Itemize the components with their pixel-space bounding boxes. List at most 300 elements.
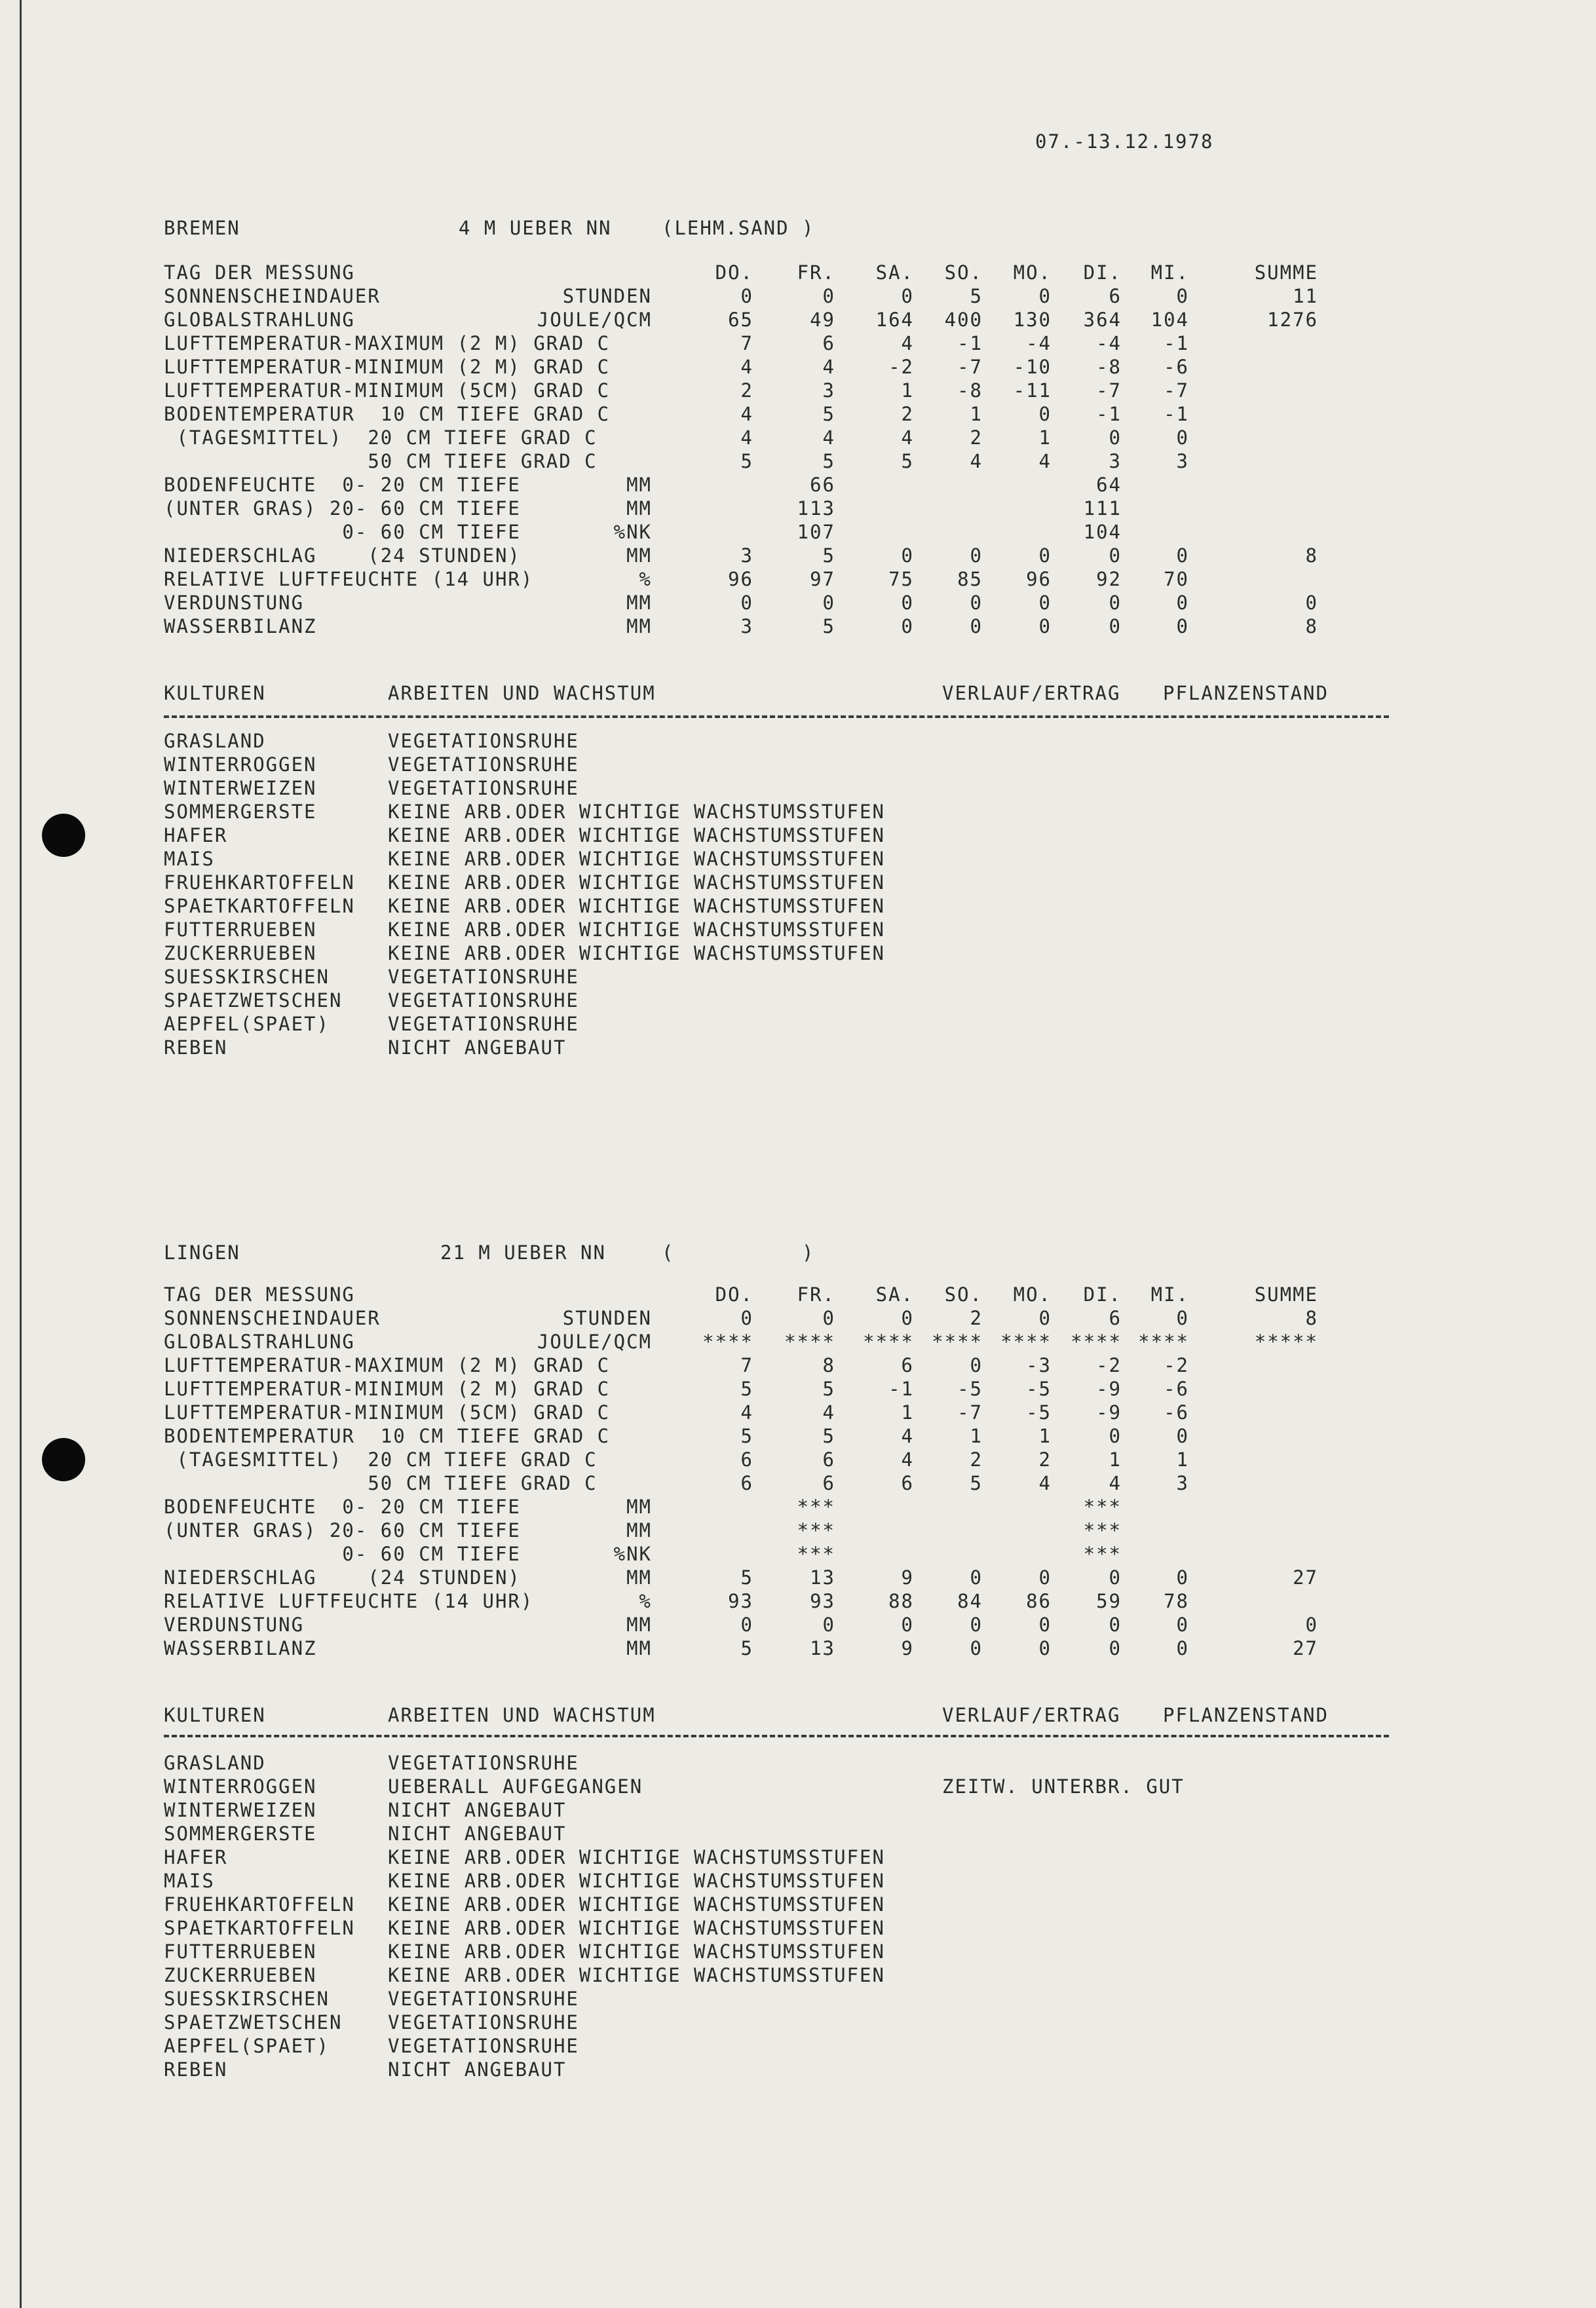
table-cell: 0 [901, 285, 914, 307]
measurement-unit: %NK [613, 1543, 652, 1565]
table-cell: 0 [1109, 544, 1122, 567]
crop-status: KEINE ARB.ODER WICHTIGE WACHSTUMSSTUFEN [388, 1893, 885, 1916]
crop-status: KEINE ARB.ODER WICHTIGE WACHSTUMSSTUFEN [388, 848, 885, 870]
punch-hole [42, 814, 85, 857]
table-cell: **** [702, 1331, 753, 1353]
table-cell: 3 [822, 379, 835, 402]
table-cell: -1 [1164, 332, 1189, 354]
table-cell: 86 [1026, 1590, 1052, 1612]
table-cell: 2 [970, 1448, 983, 1471]
table-cell: 5 [822, 403, 835, 425]
table-cell: 0 [1176, 1425, 1189, 1447]
day-header: DI. [1083, 1283, 1122, 1306]
crop-name: SOMMERGERSTE [164, 801, 317, 823]
crop-status: VEGETATIONSRUHE [388, 2011, 579, 2034]
table-cell: 4 [740, 403, 753, 425]
day-header: SO. [944, 261, 983, 284]
measurement-label: (UNTER GRAS) 20- 60 CM TIEFE [164, 1519, 521, 1542]
table-cell: -2 [1096, 1354, 1122, 1376]
table-cell: 85 [957, 568, 983, 590]
table-cell: **** [863, 1331, 914, 1353]
table-cell: -11 [1013, 379, 1052, 402]
table-cell: 4 [901, 1448, 914, 1471]
crop-name: FRUEHKARTOFFELN [164, 871, 355, 894]
measurement-unit: JOULE/QCM [537, 1331, 652, 1353]
table-cell: 92 [1096, 568, 1122, 590]
table-cell: 1 [901, 1401, 914, 1424]
table-cell: 0 [970, 1566, 983, 1589]
table-cell: 97 [810, 568, 835, 590]
table-cell: 4 [1038, 1472, 1052, 1494]
table-cell: *** [1083, 1496, 1122, 1518]
pflanzenstand-heading: PFLANZENSTAND [1163, 1704, 1329, 1726]
table-cell: 8 [822, 1354, 835, 1376]
table-cell: 4 [740, 426, 753, 449]
table-cell: 0 [1176, 592, 1189, 614]
table-cell: 7 [740, 1354, 753, 1376]
table-cell: 2 [901, 403, 914, 425]
table-cell: 1 [1109, 1448, 1122, 1471]
measurement-unit: MM [626, 615, 652, 637]
table-cell: 5 [740, 450, 753, 472]
station-elevation: 4 M UEBER NN [459, 217, 612, 239]
table-cell: 3 [1176, 1472, 1189, 1494]
crop-name: MAIS [164, 848, 215, 870]
measurement-label: 50 CM TIEFE GRAD C [164, 1472, 598, 1494]
crop-name: FRUEHKARTOFFELN [164, 1893, 355, 1916]
table-cell: 9 [901, 1566, 914, 1589]
table-cell: 5 [740, 1378, 753, 1400]
table-cell: -6 [1164, 356, 1189, 378]
table-cell: 107 [797, 521, 835, 543]
table-cell: 93 [728, 1590, 753, 1612]
table-cell: 0 [822, 285, 835, 307]
table-cell: 64 [1096, 474, 1122, 496]
punch-hole [42, 1438, 85, 1481]
table-cell: -1 [1096, 403, 1122, 425]
table-cell: 6 [822, 1472, 835, 1494]
arbeiten-heading: ARBEITEN UND WACHSTUM [388, 1704, 656, 1726]
measurement-label: BODENTEMPERATUR 10 CM TIEFE GRAD C [164, 1425, 611, 1447]
table-cell: -7 [1096, 379, 1122, 402]
day-header: DO. [715, 1283, 753, 1306]
table-cell: 6 [822, 1448, 835, 1471]
table-cell: 0 [1109, 592, 1122, 614]
table-cell: 84 [957, 1590, 983, 1612]
summe-header: SUMME [1254, 261, 1318, 284]
table-cell: 1 [901, 379, 914, 402]
crop-name: HAFER [164, 824, 228, 846]
table-cell: 1 [970, 1425, 983, 1447]
table-cell: 0 [1176, 544, 1189, 567]
crop-status: KEINE ARB.ODER WICHTIGE WACHSTUMSSTUFEN [388, 1870, 885, 1892]
table-cell: -4 [1026, 332, 1052, 354]
measurement-label: LUFTTEMPERATUR-MINIMUM (5CM) GRAD C [164, 1401, 611, 1424]
table-cell: 5 [822, 1378, 835, 1400]
crop-status: VEGETATIONSRUHE [388, 989, 579, 1012]
crop-name: SOMMERGERSTE [164, 1823, 317, 1845]
summe-cell: 27 [1293, 1637, 1318, 1659]
table-cell: 0 [1038, 1307, 1052, 1329]
crop-status: KEINE ARB.ODER WICHTIGE WACHSTUMSSTUFEN [388, 1846, 885, 1868]
table-cell: 3 [740, 544, 753, 567]
day-header: MI. [1150, 1283, 1189, 1306]
report-date: 07.-13.12.1978 [1035, 130, 1214, 153]
table-cell: -9 [1096, 1401, 1122, 1424]
crop-name: FUTTERRUEBEN [164, 918, 317, 941]
table-cell: 0 [1038, 592, 1052, 614]
day-header: DO. [715, 261, 753, 284]
table-cell: -7 [957, 356, 983, 378]
table-cell: 0 [822, 1614, 835, 1636]
measurement-label: VERDUNSTUNG [164, 1614, 305, 1636]
table-cell: 0 [1109, 1425, 1122, 1447]
table-cell: 5 [822, 1425, 835, 1447]
table-cell: -4 [1096, 332, 1122, 354]
table-cell: 0 [740, 1614, 753, 1636]
table-cell: 1 [970, 403, 983, 425]
station-soil: ( ) [662, 1241, 815, 1264]
crop-status: KEINE ARB.ODER WICHTIGE WACHSTUMSSTUFEN [388, 918, 885, 941]
crop-name: REBEN [164, 2058, 228, 2081]
table-cell: 113 [797, 497, 835, 520]
measurement-unit: STUNDEN [562, 285, 652, 307]
table-cell: 0 [1038, 1566, 1052, 1589]
table-cell: 0 [740, 285, 753, 307]
table-cell: 6 [1109, 1307, 1122, 1329]
measurement-label: LUFTTEMPERATUR-MAXIMUM (2 M) GRAD C [164, 332, 611, 354]
table-cell: 70 [1164, 568, 1189, 590]
crop-name: ZUCKERRUEBEN [164, 942, 317, 964]
table-cell: 0 [970, 1637, 983, 1659]
dashed-separator [164, 715, 1389, 718]
station-name: BREMEN [164, 217, 240, 239]
table-cell: -5 [1026, 1378, 1052, 1400]
measurement-label: TAG DER MESSUNG [164, 261, 355, 284]
crop-name: FUTTERRUEBEN [164, 1940, 317, 1963]
table-cell: 5 [740, 1566, 753, 1589]
summe-cell: ***** [1254, 1331, 1318, 1353]
page-edge [20, 0, 22, 2308]
verlauf-heading: VERLAUF/ERTRAG [942, 682, 1121, 704]
table-cell: 364 [1083, 309, 1122, 331]
crop-name: AEPFEL(SPAET) [164, 2035, 330, 2057]
crop-status: VEGETATIONSRUHE [388, 730, 579, 752]
table-cell: -5 [957, 1378, 983, 1400]
table-cell: 0 [1109, 1614, 1122, 1636]
measurement-label: GLOBALSTRAHLUNG [164, 1331, 355, 1353]
table-cell: 93 [810, 1590, 835, 1612]
table-cell: 4 [740, 1401, 753, 1424]
crop-verlauf: ZEITW. UNTERBR. GUT [942, 1775, 1185, 1798]
crop-status: VEGETATIONSRUHE [388, 966, 579, 988]
table-cell: *** [1083, 1519, 1122, 1542]
table-cell: 6 [901, 1354, 914, 1376]
station-soil: (LEHM.SAND ) [662, 217, 815, 239]
crop-name: REBEN [164, 1036, 228, 1059]
table-cell: 4 [901, 1425, 914, 1447]
measurement-label: LUFTTEMPERATUR-MINIMUM (5CM) GRAD C [164, 379, 611, 402]
crop-status: KEINE ARB.ODER WICHTIGE WACHSTUMSSTUFEN [388, 1964, 885, 1986]
crop-status: VEGETATIONSRUHE [388, 2035, 579, 2057]
table-cell: 104 [1083, 521, 1122, 543]
day-header: SA. [875, 1283, 914, 1306]
table-cell: 2 [970, 426, 983, 449]
kulturen-heading: KULTUREN [164, 1704, 266, 1726]
day-header: DI. [1083, 261, 1122, 284]
table-cell: 96 [1026, 568, 1052, 590]
arbeiten-heading: ARBEITEN UND WACHSTUM [388, 682, 656, 704]
table-cell: 5 [740, 1425, 753, 1447]
table-cell: 6 [740, 1472, 753, 1494]
table-cell: **** [1138, 1331, 1189, 1353]
crop-status: NICHT ANGEBAUT [388, 1036, 567, 1059]
measurement-label: BODENFEUCHTE 0- 20 CM TIEFE [164, 1496, 521, 1518]
measurement-label: 50 CM TIEFE GRAD C [164, 450, 598, 472]
crop-status: NICHT ANGEBAUT [388, 1823, 567, 1845]
table-cell: **** [1000, 1331, 1052, 1353]
table-cell: 0 [970, 544, 983, 567]
table-cell: **** [932, 1331, 983, 1353]
table-cell: 0 [1038, 1637, 1052, 1659]
table-cell: 5 [901, 450, 914, 472]
table-cell: -6 [1164, 1401, 1189, 1424]
summe-header: SUMME [1254, 1283, 1318, 1306]
day-header: MO. [1013, 261, 1052, 284]
table-cell: 4 [740, 356, 753, 378]
crop-name: GRASLAND [164, 730, 266, 752]
measurement-label: RELATIVE LUFTFEUCHTE (14 UHR) [164, 568, 534, 590]
measurement-unit: MM [626, 1637, 652, 1659]
table-cell: 5 [822, 544, 835, 567]
measurement-label: RELATIVE LUFTFEUCHTE (14 UHR) [164, 1590, 534, 1612]
table-cell: 0 [970, 1354, 983, 1376]
summe-cell: 27 [1293, 1566, 1318, 1589]
table-cell: 0 [970, 615, 983, 637]
table-cell: 6 [740, 1448, 753, 1471]
table-cell: 0 [1038, 615, 1052, 637]
measurement-unit: % [639, 568, 652, 590]
table-cell: 3 [1109, 450, 1122, 472]
table-cell: 0 [1176, 1637, 1189, 1659]
table-cell: 2 [970, 1307, 983, 1329]
measurement-unit: MM [626, 1614, 652, 1636]
crop-name: HAFER [164, 1846, 228, 1868]
measurement-label: BODENFEUCHTE 0- 20 CM TIEFE [164, 474, 521, 496]
measurement-label: GLOBALSTRAHLUNG [164, 309, 355, 331]
pflanzenstand-heading: PFLANZENSTAND [1163, 682, 1329, 704]
measurement-unit: %NK [613, 521, 652, 543]
table-cell: 0 [901, 1614, 914, 1636]
measurement-label: 0- 60 CM TIEFE [164, 521, 521, 543]
crop-status: KEINE ARB.ODER WICHTIGE WACHSTUMSSTUFEN [388, 824, 885, 846]
measurement-unit: MM [626, 497, 652, 520]
crop-status: VEGETATIONSRUHE [388, 1988, 579, 2010]
table-cell: 0 [1109, 1566, 1122, 1589]
table-cell: 4 [1038, 450, 1052, 472]
crop-status: KEINE ARB.ODER WICHTIGE WACHSTUMSSTUFEN [388, 1917, 885, 1939]
table-cell: 4 [822, 426, 835, 449]
table-cell: 88 [888, 1590, 914, 1612]
station-elevation: 21 M UEBER NN [440, 1241, 606, 1264]
measurement-label: NIEDERSCHLAG (24 STUNDEN) [164, 544, 521, 567]
measurement-unit: STUNDEN [562, 1307, 652, 1329]
table-cell: 65 [728, 309, 753, 331]
table-cell: 0 [1176, 1614, 1189, 1636]
crop-status: KEINE ARB.ODER WICHTIGE WACHSTUMSSTUFEN [388, 871, 885, 894]
table-cell: 5 [970, 285, 983, 307]
table-cell: 130 [1013, 309, 1052, 331]
crop-name: SPAETKARTOFFELN [164, 1917, 355, 1939]
table-cell: 0 [1176, 426, 1189, 449]
day-header: MI. [1150, 261, 1189, 284]
table-cell: -10 [1013, 356, 1052, 378]
table-cell: -3 [1026, 1354, 1052, 1376]
crop-name: SUESSKIRSCHEN [164, 1988, 330, 2010]
crop-name: GRASLAND [164, 1752, 266, 1774]
crop-name: SPAETZWETSCHEN [164, 989, 343, 1012]
table-cell: 5 [970, 1472, 983, 1494]
measurement-label: NIEDERSCHLAG (24 STUNDEN) [164, 1566, 521, 1589]
summe-cell: 0 [1305, 592, 1318, 614]
measurement-unit: MM [626, 544, 652, 567]
table-cell: 104 [1150, 309, 1189, 331]
table-cell: 4 [822, 1401, 835, 1424]
day-header: FR. [797, 261, 835, 284]
day-header: FR. [797, 1283, 835, 1306]
day-header: MO. [1013, 1283, 1052, 1306]
crop-name: WINTERWEIZEN [164, 777, 317, 799]
table-cell: -2 [888, 356, 914, 378]
table-cell: 13 [810, 1566, 835, 1589]
kulturen-heading: KULTUREN [164, 682, 266, 704]
table-cell: -1 [1164, 403, 1189, 425]
table-cell: 6 [822, 332, 835, 354]
measurement-label: LUFTTEMPERATUR-MINIMUM (2 M) GRAD C [164, 1378, 611, 1400]
measurement-label: WASSERBILANZ [164, 1637, 317, 1659]
crop-status: NICHT ANGEBAUT [388, 1799, 567, 1821]
table-cell: 0 [1109, 1637, 1122, 1659]
table-cell: 4 [970, 450, 983, 472]
table-cell: 0 [1038, 1614, 1052, 1636]
measurement-unit: MM [626, 592, 652, 614]
table-cell: 0 [740, 1307, 753, 1329]
measurement-unit: % [639, 1590, 652, 1612]
day-header: SA. [875, 261, 914, 284]
measurement-label: SONNENSCHEINDAUER [164, 1307, 381, 1329]
measurement-label: (UNTER GRAS) 20- 60 CM TIEFE [164, 497, 521, 520]
dashed-separator [164, 1735, 1389, 1737]
crop-status: KEINE ARB.ODER WICHTIGE WACHSTUMSSTUFEN [388, 801, 885, 823]
table-cell: 5 [740, 1637, 753, 1659]
table-cell: 5 [822, 450, 835, 472]
table-cell: 0 [1038, 285, 1052, 307]
table-cell: 0 [1176, 1566, 1189, 1589]
summe-cell: 11 [1293, 285, 1318, 307]
measurement-unit: MM [626, 1496, 652, 1518]
table-cell: 400 [944, 309, 983, 331]
table-cell: 2 [1038, 1448, 1052, 1471]
measurement-unit: MM [626, 1566, 652, 1589]
measurement-label: WASSERBILANZ [164, 615, 317, 637]
crop-status: VEGETATIONSRUHE [388, 777, 579, 799]
table-cell: 9 [901, 1637, 914, 1659]
measurement-label: LUFTTEMPERATUR-MAXIMUM (2 M) GRAD C [164, 1354, 611, 1376]
verlauf-heading: VERLAUF/ERTRAG [942, 1704, 1121, 1726]
crop-status: VEGETATIONSRUHE [388, 753, 579, 776]
table-cell: 66 [810, 474, 835, 496]
table-cell: 5 [822, 615, 835, 637]
table-cell: -7 [1164, 379, 1189, 402]
crop-name: WINTERROGGEN [164, 1775, 317, 1798]
table-cell: -6 [1164, 1378, 1189, 1400]
day-header: SO. [944, 1283, 983, 1306]
crop-name: MAIS [164, 1870, 215, 1892]
measurement-unit: MM [626, 474, 652, 496]
crop-status: KEINE ARB.ODER WICHTIGE WACHSTUMSSTUFEN [388, 895, 885, 917]
table-cell: 1 [1038, 1425, 1052, 1447]
crop-status: NICHT ANGEBAUT [388, 2058, 567, 2081]
table-cell: 111 [1083, 497, 1122, 520]
crop-status: UEBERALL AUFGEGANGEN [388, 1775, 643, 1798]
summe-cell: 1276 [1267, 309, 1318, 331]
table-cell: 3 [1176, 450, 1189, 472]
summe-cell: 8 [1305, 615, 1318, 637]
table-cell: 0 [1109, 615, 1122, 637]
table-cell: -1 [888, 1378, 914, 1400]
table-cell: 4 [1109, 1472, 1122, 1494]
crop-name: WINTERROGGEN [164, 753, 317, 776]
crop-status: KEINE ARB.ODER WICHTIGE WACHSTUMSSTUFEN [388, 1940, 885, 1963]
table-cell: 13 [810, 1637, 835, 1659]
measurement-unit: MM [626, 1519, 652, 1542]
crop-name: SPAETKARTOFFELN [164, 895, 355, 917]
table-cell: **** [784, 1331, 835, 1353]
table-cell: -5 [1026, 1401, 1052, 1424]
crop-name: SPAETZWETSCHEN [164, 2011, 343, 2034]
table-cell: -7 [957, 1401, 983, 1424]
table-cell: 0 [1176, 285, 1189, 307]
summe-cell: 8 [1305, 1307, 1318, 1329]
table-cell: 0 [901, 1307, 914, 1329]
table-cell: 1 [1176, 1448, 1189, 1471]
table-cell: 4 [901, 332, 914, 354]
table-cell: 0 [901, 592, 914, 614]
table-cell: -8 [1096, 356, 1122, 378]
crop-name: ZUCKERRUEBEN [164, 1964, 317, 1986]
table-cell: 4 [901, 426, 914, 449]
table-cell: 0 [1176, 1307, 1189, 1329]
table-cell: *** [1083, 1543, 1122, 1565]
table-cell: 0 [901, 544, 914, 567]
table-cell: *** [797, 1496, 835, 1518]
table-cell: 0 [1176, 615, 1189, 637]
measurement-label: 0- 60 CM TIEFE [164, 1543, 521, 1565]
summe-cell: 8 [1305, 544, 1318, 567]
crop-name: SUESSKIRSCHEN [164, 966, 330, 988]
table-cell: *** [797, 1519, 835, 1542]
table-cell: 6 [901, 1472, 914, 1494]
crop-status: VEGETATIONSRUHE [388, 1752, 579, 1774]
table-cell: 0 [901, 615, 914, 637]
table-cell: -1 [957, 332, 983, 354]
table-cell: 49 [810, 309, 835, 331]
measurement-label: (TAGESMITTEL) 20 CM TIEFE GRAD C [164, 1448, 598, 1471]
measurement-label: BODENTEMPERATUR 10 CM TIEFE GRAD C [164, 403, 611, 425]
crop-name: WINTERWEIZEN [164, 1799, 317, 1821]
table-cell: -8 [957, 379, 983, 402]
table-cell: 0 [970, 1614, 983, 1636]
